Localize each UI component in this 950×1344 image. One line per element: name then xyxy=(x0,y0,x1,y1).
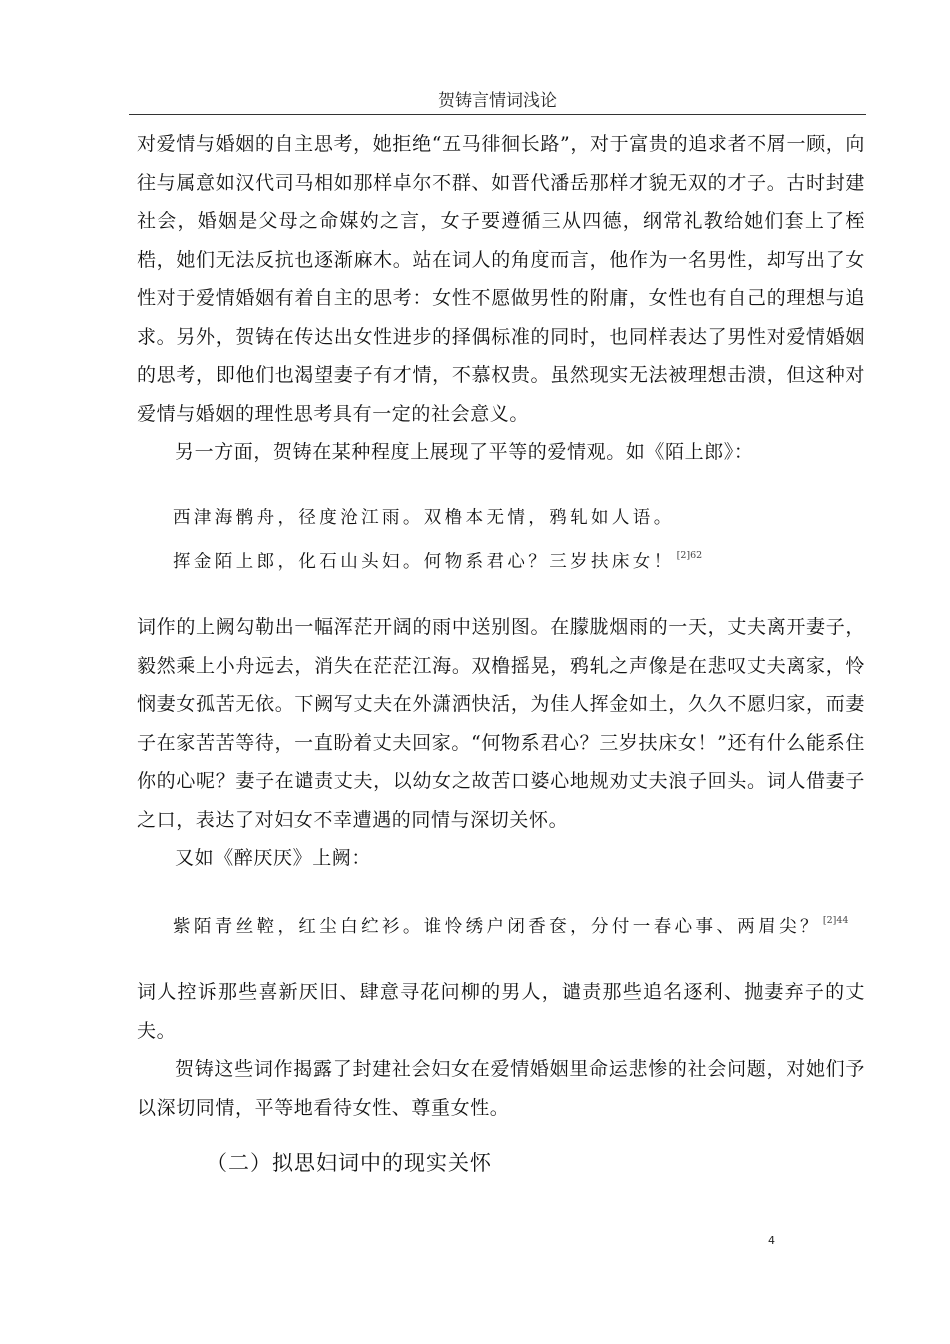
citation-marker: [2]44 xyxy=(822,915,849,926)
poem-moshanglang xyxy=(173,500,702,581)
poem-line xyxy=(173,902,848,946)
paragraph-analysis: 词作的上阙勾勒出一幅浑茫开阔的雨中送别图。在朦胧烟雨的一天，丈夫离开妻子，毅然乘上小舟远去，消失在茫茫江海。双橹摇晃，鸦轧之声像是在悲叹丈夫离家，怜悯妻女孤苦无依。下阙写丈夫在外潇洒快活，为佳人挥金如土，久久不愿归家，而妻子在家苦苦等待，一直盼着丈夫回家。“何物系君心？三岁扶床女！”还有什么能系住你的心呢？妻子在谴责丈夫，以幼女之故苦口婆心地规劝丈夫浪子回头。词人借妻子之口，表达了对妇女不幸遭遇的同情与深切关怀。 xyxy=(137,616,865,831)
body-block-2 xyxy=(137,608,865,878)
header-divider xyxy=(129,114,866,115)
running-header-title: 贺铸言情词浅论 xyxy=(438,91,557,111)
poem-line: 西津海鹘舟，径度沧江雨。双橹本无情，鸦轧如人语。 xyxy=(173,508,675,528)
paragraph-conclusion: 贺铸这些词作揭露了封建社会妇女在爱情婚姻里命运悲惨的社会问题，对她们予以深切同情，平等地看待女性、尊重女性。 xyxy=(137,1058,865,1119)
poem-line-text: 挥金陌上郎，化石山头妇。何物系君心？三岁扶床女！ xyxy=(173,552,675,572)
body-block-3 xyxy=(137,973,865,1127)
body-block-1 xyxy=(137,125,865,472)
poem-line xyxy=(173,537,702,581)
paragraph-continuation: 对爱情与婚姻的自主思考，她拒绝“五马徘徊长路”，对于富贵的追求者不屑一顾，向往与属意如汉代司马相如那样卓尔不群、如晋代潘岳那样才貌无双的才子。古时封建社会，婚姻是父母之命媒妁之言，女子要遵循三从四德，纲常礼教给她们套上了桎梏，她们无法反抗也逐渐麻木。站在词人的角度而言，他作为一名男性，却写出了女性对于爱情婚姻有着自主的思考：女性不愿做男性的附庸，女性也有自己的理想与追求。另外，贺铸在传达出女性进步的择偶标准的同时，也同样表达了男性对爱情婚姻的思考，即他们也渴望妻子有才情，不慕权贵。虽然现实无法被理想击溃，但这种对爱情与婚姻的理性思考具有一定的社会意义。 xyxy=(137,133,865,425)
page-number: 4 xyxy=(768,1234,775,1247)
paragraph-intro-zuiyanyan: 又如《醉厌厌》上阙： xyxy=(175,847,372,869)
citation-marker: [2]62 xyxy=(676,550,703,561)
paragraph-critique: 词人控诉那些喜新厌旧、肆意寻花问柳的男人，谴责那些追名逐利、抛妻弃子的丈夫。 xyxy=(137,981,865,1042)
poem-zuiyanyan xyxy=(173,902,848,946)
paragraph-intro-moshanglang: 另一方面，贺铸在某种程度上展现了平等的爱情观。如《陌上郎》： xyxy=(175,441,754,463)
section-heading: （二）拟思妇词中的现实关怀 xyxy=(206,1151,492,1175)
poem-line-text: 紫陌青丝鞚，红尘白纻衫。谁怜绣户闭香奁，分付一春心事、两眉尖？ xyxy=(173,917,821,937)
